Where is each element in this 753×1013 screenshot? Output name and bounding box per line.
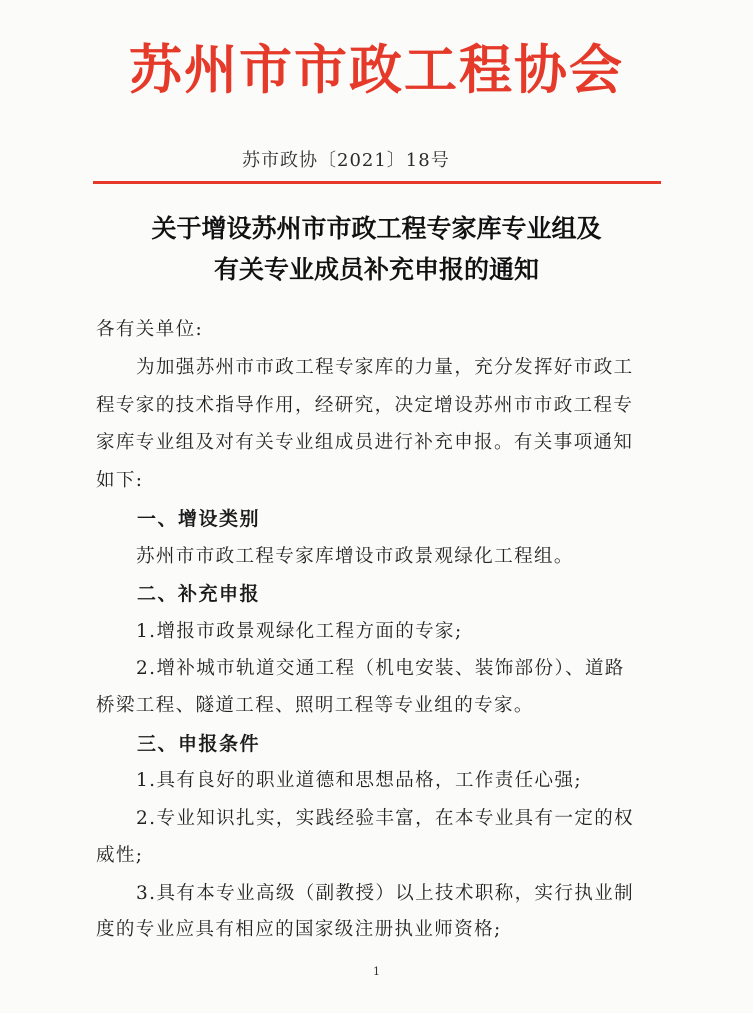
organization-title: 苏州市市政工程协会 xyxy=(129,39,624,101)
intro-line-4: 如下: xyxy=(96,470,144,491)
section-2-heading: 二、补充申报 xyxy=(137,583,261,605)
section-1-text: 苏州市市政工程专家库增设市政景观绿化工程组。 xyxy=(136,546,574,567)
section-3-item-3-line-1: 3.具有本专业高级（副教授）以上技术职称，实行执业制 xyxy=(136,883,635,904)
section-2-item-2-line-2: 桥梁工程、隧道工程、照明工程等专业组的专家。 xyxy=(96,695,534,716)
intro-line-2: 程专家的技术指导作用，经研究，决定增设苏州市市政工程专 xyxy=(96,395,634,416)
section-3-item-1: 1.具有良好的职业道德和思想品格，工作责任心强; xyxy=(136,770,582,791)
notice-title-line-2: 有关专业成员补充申报的通知 xyxy=(213,255,539,284)
notice-title xyxy=(0,208,753,290)
salutation: 各有关单位: xyxy=(96,319,204,340)
notice-title-line-1: 关于增设苏州市市政工程专家库专业组及 xyxy=(151,214,602,243)
page-number: 1 xyxy=(373,965,380,978)
section-3-item-2-line-1: 2.专业知识扎实，实践经验丰富，在本专业具有一定的权 xyxy=(136,808,635,829)
section-1-heading: 一、增设类别 xyxy=(137,508,261,530)
section-3-item-3-line-2: 度的专业应具有相应的国家级注册执业师资格; xyxy=(96,919,502,940)
red-divider-line xyxy=(93,181,661,184)
section-3-heading: 三、申报条件 xyxy=(137,733,261,755)
section-2-item-2-line-1: 2.增补城市轨道交通工程（机电安装、装饰部份）、道路 xyxy=(136,658,625,679)
intro-line-3: 家库专业组及对有关专业组成员进行补充申报。有关事项通知 xyxy=(96,432,634,453)
intro-line-1: 为加强苏州市市政工程专家库的力量，充分发挥好市政工 xyxy=(136,357,634,378)
section-2-item-1: 1.增报市政景观绿化工程方面的专家; xyxy=(136,621,463,642)
document-number: 苏市政协〔2021〕18号 xyxy=(242,150,450,171)
section-3-item-2-line-2: 威性; xyxy=(96,845,144,866)
